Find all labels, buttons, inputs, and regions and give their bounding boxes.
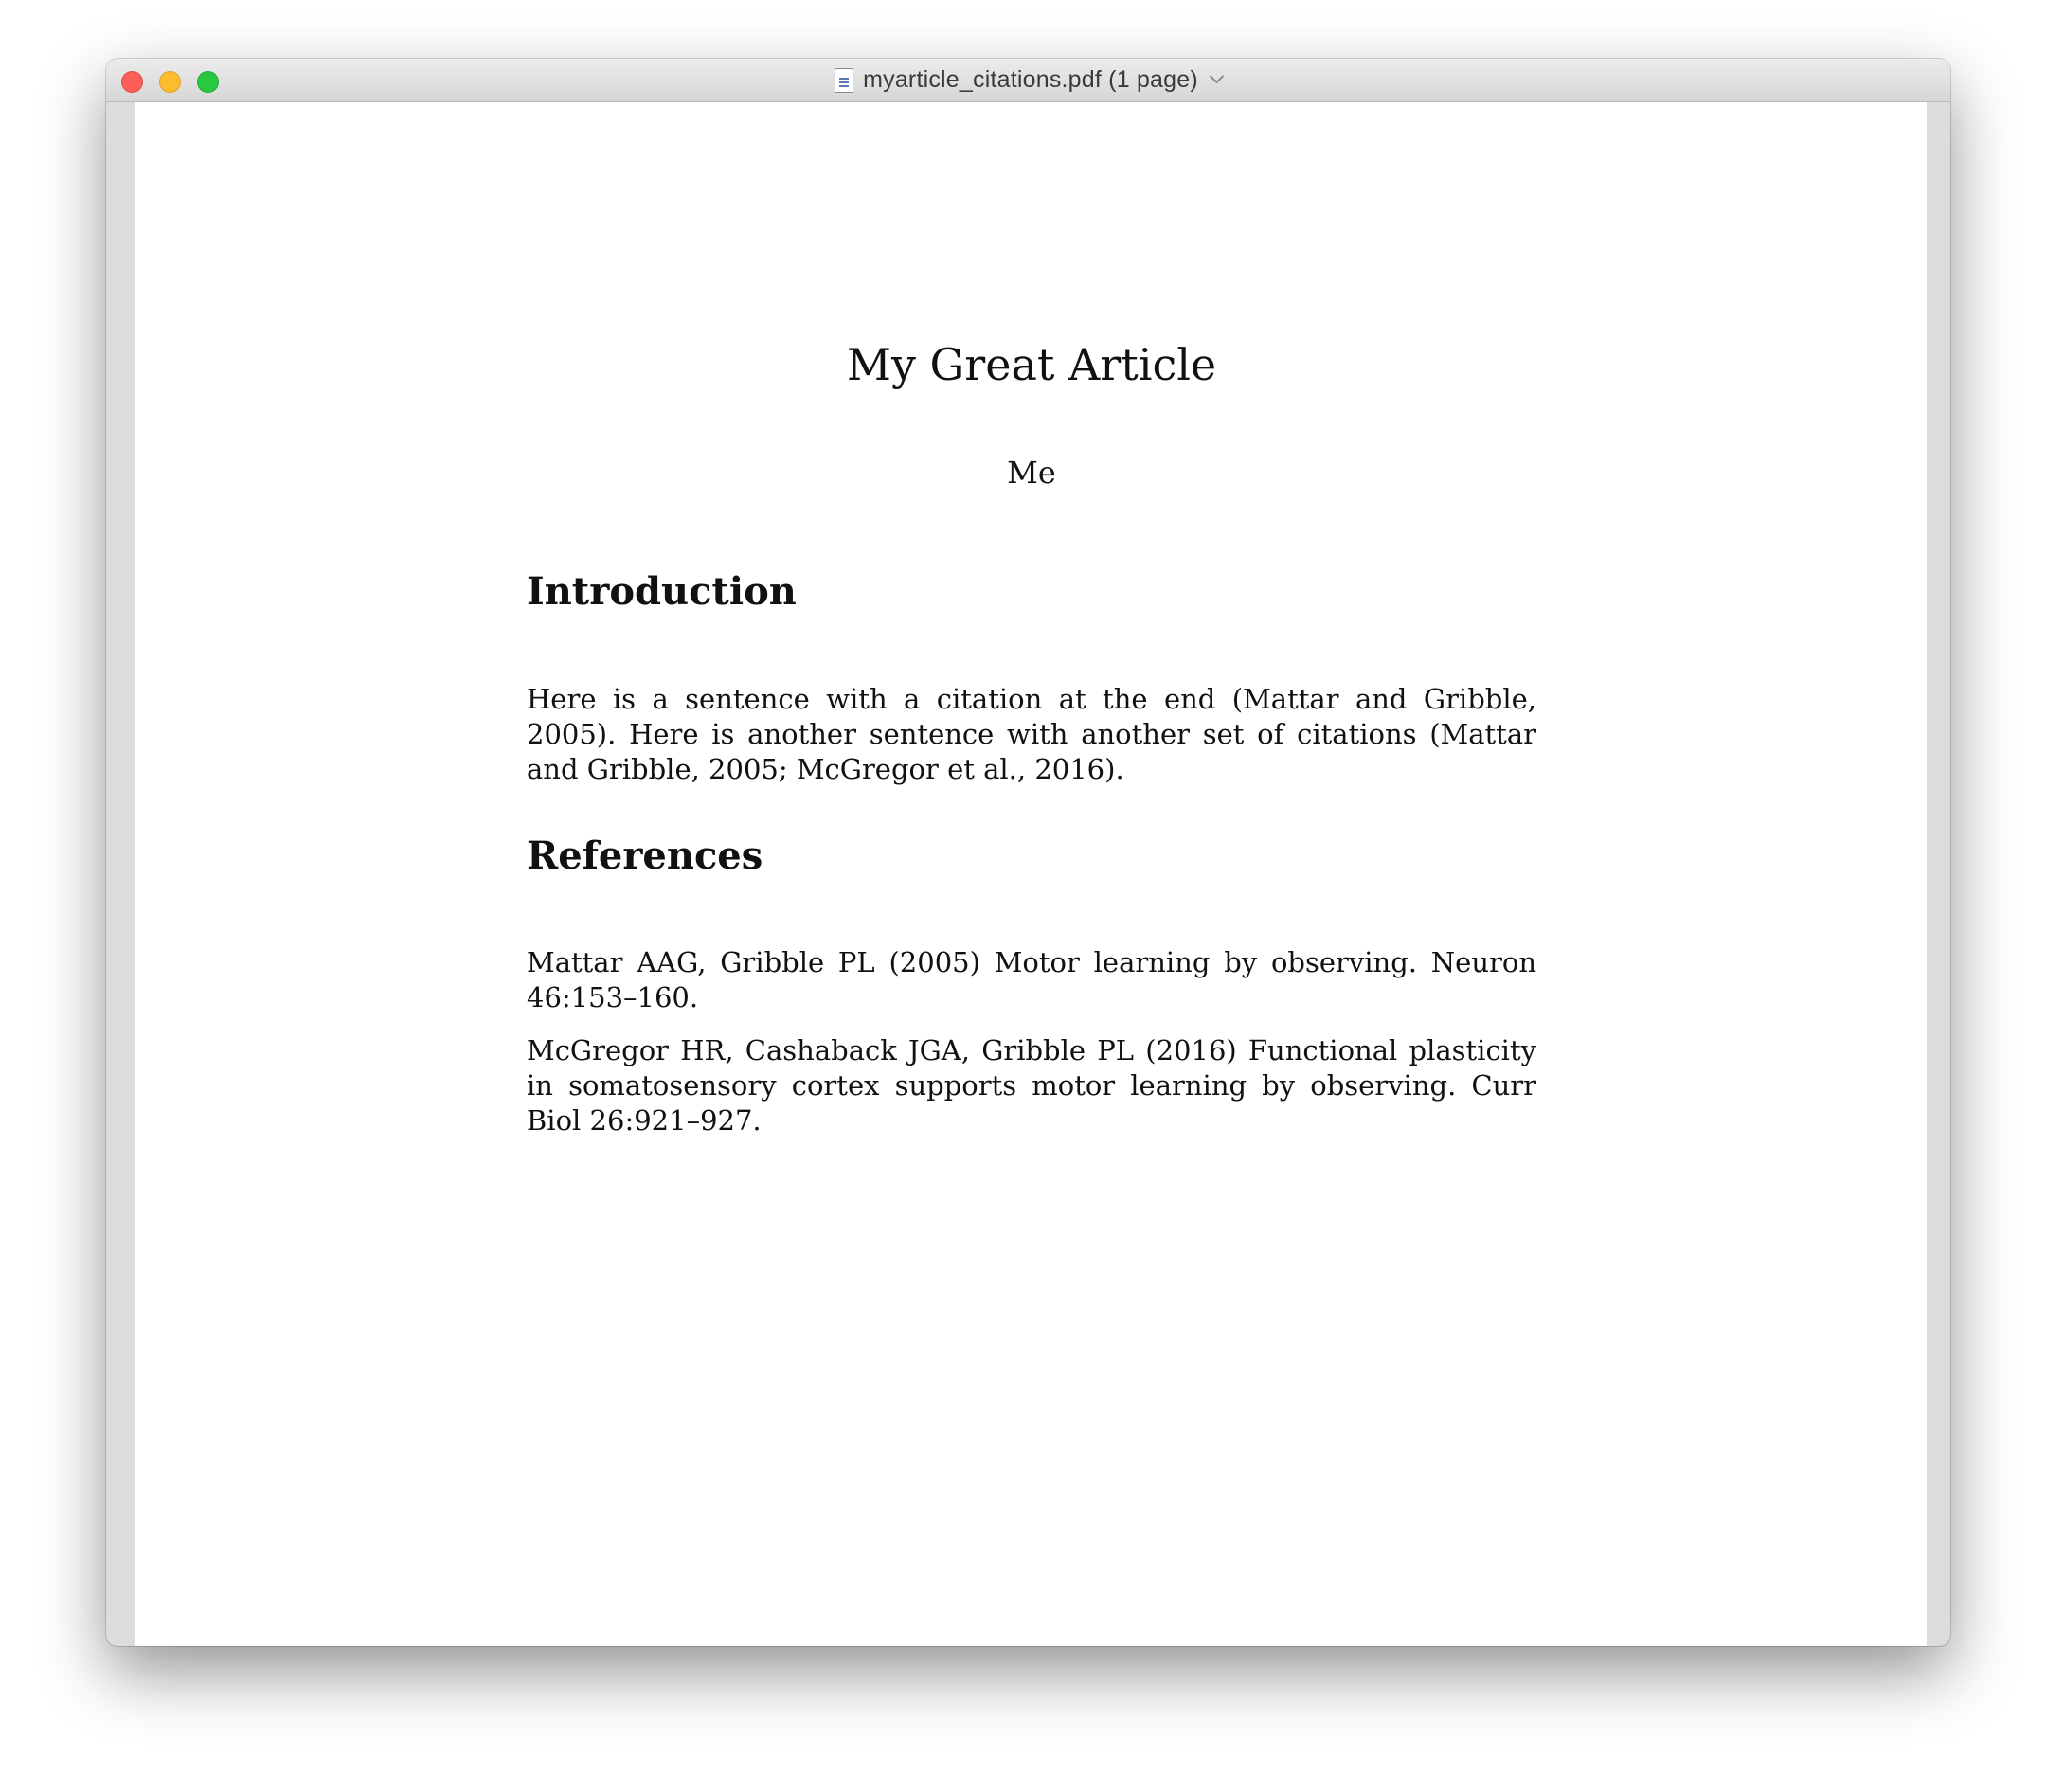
article-title: My Great Article [846, 339, 1217, 390]
section-heading-references: References [527, 833, 763, 878]
window-title[interactable]: myarticle_citations.pdf (1 page) [863, 66, 1198, 93]
window-title-group[interactable] [106, 59, 1950, 101]
article-author: Me [1007, 455, 1056, 491]
title-bar[interactable] [106, 59, 1950, 102]
reference-item: McGregor HR, Cashaback JGA, Gribble PL (2016) Functional plasticity in somatosensory cortex supports motor learning by observing. Curr Biol 26:921–927. [527, 1034, 1536, 1137]
pdf-page [135, 102, 1927, 1646]
reference-item: Mattar AAG, Gribble PL (2005) Motor learning by observing. Neuron 46:153–160. [527, 946, 1536, 1013]
chevron-down-icon[interactable] [1210, 69, 1225, 84]
preview-window [106, 59, 1950, 1646]
pdf-document-icon [835, 68, 853, 93]
section-heading-introduction: Introduction [527, 569, 797, 614]
introduction-paragraph: Here is a sentence with a citation at the end (Mattar and Gribble, 2005). Here is another sentence with another set of citations (Mattar and Gribble, 2005; McGregor et al., 2016). [527, 683, 1536, 785]
